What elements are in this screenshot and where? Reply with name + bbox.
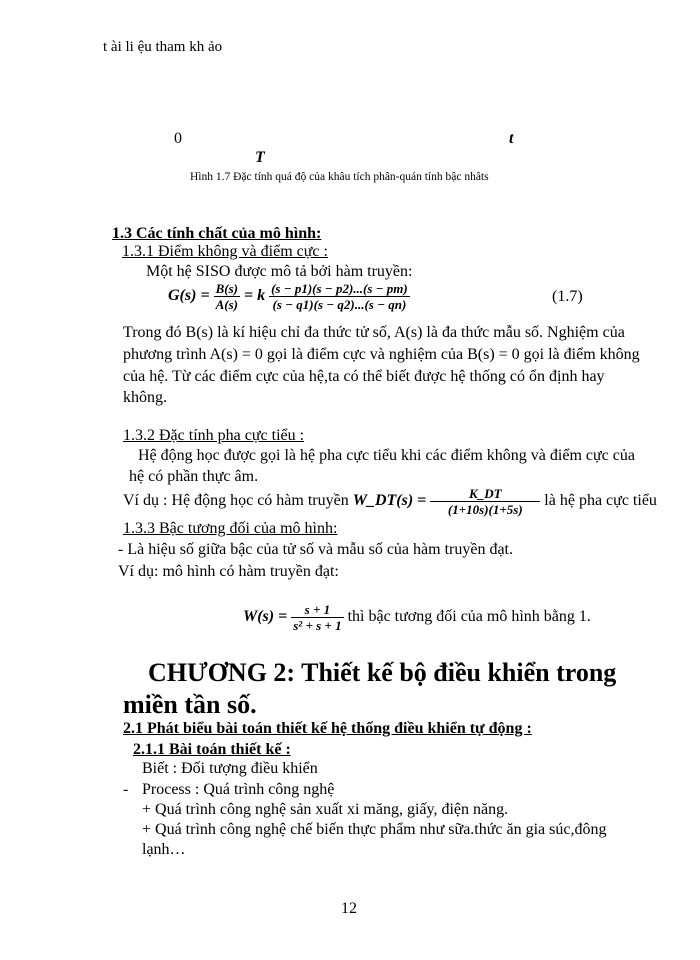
formula-1-7 [168, 279, 410, 313]
paragraph: Biết : Đối tượng điều khiển [142, 760, 318, 777]
numerator: s + 1 [291, 602, 343, 618]
page-number: 12 [341, 900, 357, 917]
formula-lhs: W(s) = [243, 608, 288, 625]
paragraph: Một hệ SISO được mô tả bởi hàm truyền: [146, 263, 413, 280]
figure-origin-label: 0 [174, 130, 182, 147]
section-1-3-heading: 1.3 Các tính chất của mô hình: [112, 225, 322, 242]
example-text: thì bậc tương đối của mô hình bằng 1. [347, 608, 591, 625]
fraction [214, 281, 240, 312]
section-2-1-heading: 2.1 Phát biểu bài toán thiết kế hệ thống điều khiển tự động : [123, 720, 532, 737]
denominator: s² + s + 1 [293, 617, 342, 633]
paragraph: Ví dụ: mô hình có hàm truyền đạt: [118, 563, 339, 580]
example-minimum-phase [123, 484, 657, 518]
chapter-title: CHƯƠNG 2: Thiết kế bộ điều khiển trong [148, 658, 617, 687]
denominator: A(s) [215, 296, 238, 312]
denominator: (1+10s)(1+5s) [447, 501, 523, 517]
paragraph: Hệ động học được gọi là hệ pha cực tiểu khi các điểm không và điểm cực của [138, 447, 635, 464]
numerator: K_DT [430, 486, 540, 502]
example-relative-degree [243, 600, 591, 634]
paragraph: phương trình A(s) = 0 gọi là điểm cực và nghiệm của B(s) = 0 gọi là điểm không [123, 346, 640, 363]
page-header: t ài li ệu tham kh ảo [103, 39, 223, 55]
list-item: Process : Quá trình công nghệ [142, 781, 335, 798]
paragraph: Trong đó B(s) là kí hiệu chỉ đa thức tử số, A(s) là đa thức mẫu số. Nghiệm của [123, 324, 625, 341]
formula-lhs: W_DT(s) = [352, 492, 427, 509]
paragraph: hệ có phần thực âm. [129, 468, 259, 485]
fraction [269, 281, 410, 312]
denominator: (s − q1)(s − q2)...(s − qn) [272, 296, 407, 312]
example-text: là hệ pha cực tiểu [544, 492, 657, 509]
formula-lhs: G(s) = [168, 287, 210, 304]
numerator: B(s) [215, 280, 238, 296]
formula-mid: = k [243, 287, 266, 304]
list-dash: - [123, 781, 129, 798]
paragraph: - Là hiệu số giữa bậc của tử số và mẫu số của hàm truyền đạt. [118, 541, 513, 558]
numerator: (s − p1)(s − p2)...(s − pm) [271, 280, 408, 296]
section-2-1-1-heading: 2.1.1 Bài toán thiết kế : [133, 741, 291, 758]
fraction [291, 602, 343, 633]
figure-T-label: T [255, 149, 265, 166]
example-text: Ví dụ : Hệ động học có hàm truyền [123, 492, 349, 509]
list-item: + Quá trình công nghệ chế biến thực phẩm như sữa.thức ăn gia súc,đông [142, 821, 607, 838]
section-1-3-1-heading: 1.3.1 Điểm không và điểm cực : [122, 243, 328, 260]
paragraph: của hệ. Từ các điểm cực của hệ,ta có thể biết được hệ thống có ổn định hay [123, 368, 605, 385]
figure-t-label: t [509, 130, 514, 147]
paragraph: không. [123, 389, 167, 406]
figure-caption: Hình 1.7 Đặc tính quá độ của khâu tích phân-quán tính bậc nhâts [190, 171, 489, 183]
equation-number: (1.7) [552, 288, 583, 305]
section-1-3-3-heading: 1.3.3 Bậc tương đối của mô hình: [123, 520, 338, 537]
section-1-3-2-heading: 1.3.2 Đặc tính pha cực tiểu : [123, 427, 305, 444]
list-item: + Quá trình công nghệ sản xuất xi măng, giấy, điện năng. [142, 801, 509, 818]
fraction [430, 486, 540, 517]
list-item: lạnh… [142, 841, 186, 858]
chapter-title: miền tần số. [123, 690, 257, 719]
